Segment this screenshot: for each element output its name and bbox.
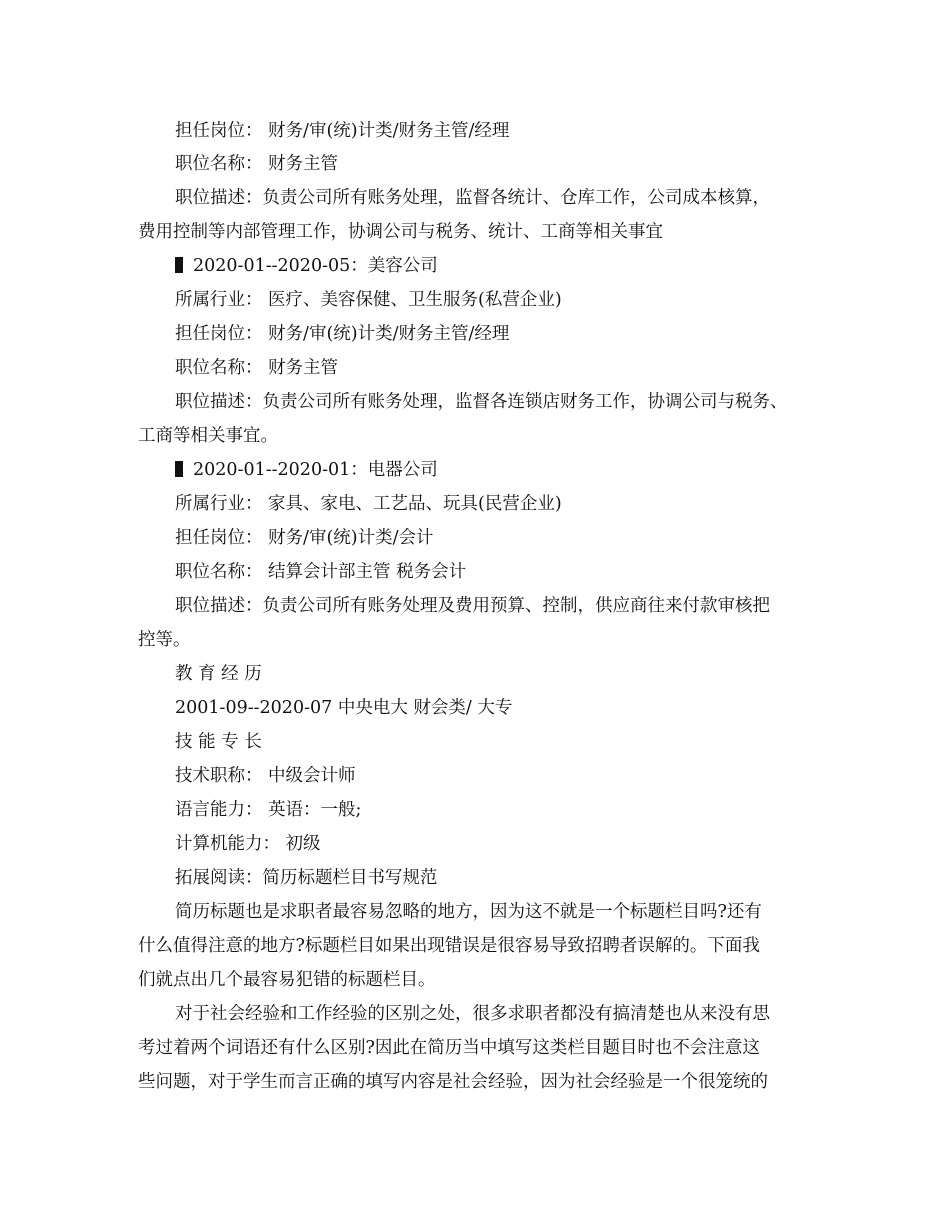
reading-p2-line-3: 些问题，对于学生而言正确的填写内容是社会经验，因为社会经验是一个很笼统的 [138,1072,768,1092]
job3-industry: 所属行业： 医疗、美容保健、卫生服务(私营企业) [175,290,562,310]
job4-desc-line-1: 职位描述：负责公司所有账务处理及费用预算、控制，供应商往来付款审核把 [175,596,770,616]
skills-computer: 计算机能力： 初级 [175,834,321,854]
job4-header-text: 2020-01--2020-01：电器公司 [193,460,438,480]
job3-desc-line-2: 工商等相关事宜。 [138,426,278,446]
skills-tech-title: 技术职称： 中级会计师 [175,766,356,786]
job3-desc-line-1: 职位描述：负责公司所有账务处理，监督各连锁店财务工作，协调公司与税务、 [175,392,788,412]
job2-desc-line-1: 职位描述：负责公司所有账务处理，监督各统计、仓库工作，公司成本核算， [175,188,770,208]
job3-header [175,254,438,278]
reading-p1-line-2: 什么值得注意的地方?标题栏目如果出现错误是很容易导致招聘者误解的。下面我 [138,936,760,956]
job4-industry: 所属行业： 家具、家电、工艺品、玩具(民营企业) [175,494,562,514]
job4-header [175,458,438,482]
job3-header-text: 2020-01--2020-05：美容公司 [193,256,438,276]
skills-language: 语言能力： 英语：一般; [175,800,362,820]
reading-heading: 拓展阅读：简历标题栏目书写规范 [175,868,438,888]
job4-title: 职位名称： 结算会计部主管 税务会计 [175,562,467,582]
skills-heading: 技 能 专 长 [175,732,262,752]
education-entry: 2001-09--2020-07 中央电大 财会类/ 大专 [175,698,513,718]
reading-p2-line-2: 考过着两个词语还有什么区别?因此在简历当中填写这类栏目题目时也不会注意这 [138,1038,760,1058]
job4-desc-line-2: 控等。 [138,630,191,650]
reading-p1-line-1: 简历标题也是求职者最容易忽略的地方，因为这不就是一个标题栏目吗?还有 [175,902,762,922]
education-heading: 教 育 经 历 [175,664,262,684]
job2-title: 职位名称： 财务主管 [175,154,339,174]
reading-p2-line-1: 对于社会经验和工作经验的区别之处，很多求职者都没有搞清楚也从来没有思 [175,1004,770,1024]
job2-desc-line-2: 费用控制等内部管理工作，协调公司与税务、统计、工商等相关事宜 [138,222,663,242]
job4-post: 担任岗位： 财务/审(统)计类/会计 [175,528,434,548]
job2-post: 担任岗位： 财务/审(统)计类/财务主管/经理 [175,121,510,141]
section-marker-icon [175,257,183,273]
section-marker-icon [175,461,183,477]
job3-post: 担任岗位： 财务/审(统)计类/财务主管/经理 [175,324,510,344]
job3-title: 职位名称： 财务主管 [175,358,339,378]
reading-p1-line-3: 们就点出几个最容易犯错的标题栏目。 [138,970,436,990]
